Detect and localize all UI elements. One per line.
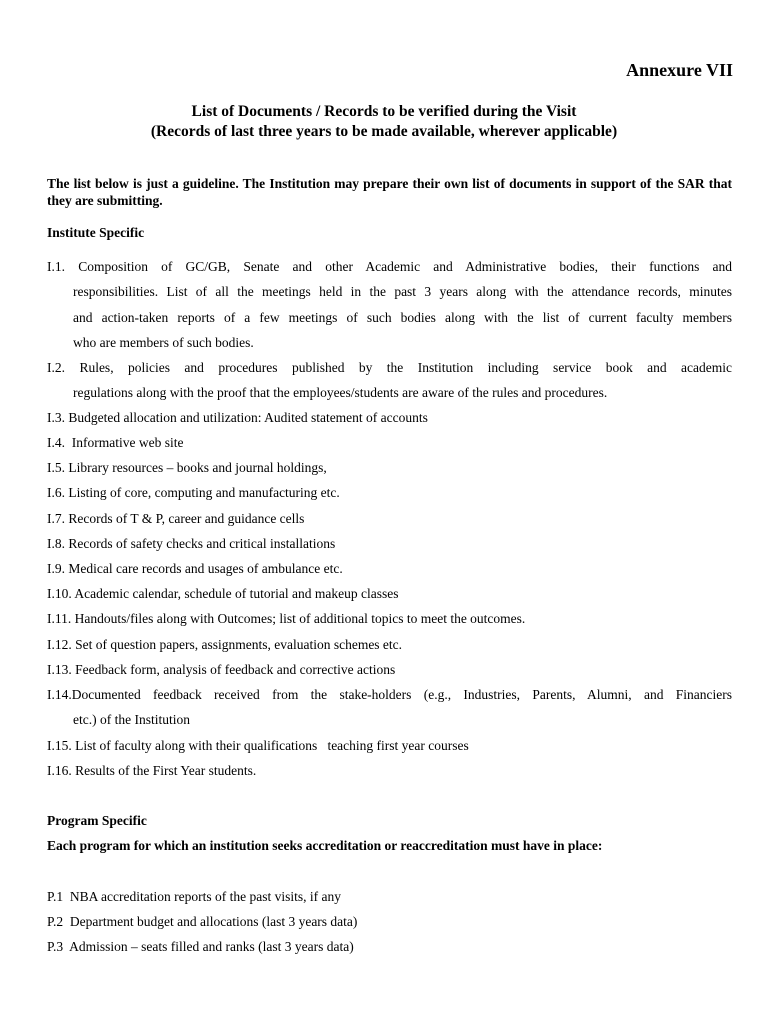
item-text: Admission – seats filled and ranks (last 3 years data) [69, 939, 354, 954]
item-text: Documented feedback received from the stake-holders (e.g., Industries, Parents, Alumni, and Financiers [71, 687, 732, 702]
item-number: I.1. [47, 259, 65, 274]
item-text: Results of the First Year students. [75, 763, 257, 778]
item-text: who are members of such bodies. [73, 334, 254, 350]
list-item [47, 355, 732, 406]
item-number: I.8. [47, 536, 65, 551]
item-text: List of faculty along with their qualifications teaching first year courses [75, 738, 469, 753]
item-number: P.3 [47, 939, 64, 954]
item-text: Set of question papers, assignments, evaluation schemes etc. [75, 637, 403, 652]
program-intro: Each program for which an institution seeks accreditation or reaccreditation must have in place: [47, 838, 603, 853]
list-item [47, 556, 732, 581]
item-number: P.2 [47, 914, 64, 929]
list-item [47, 531, 732, 556]
item-number: I.7. [47, 511, 65, 526]
item-text: Budgeted allocation and utilization: Audited statement of accounts [68, 410, 428, 425]
item-number: I.16. [47, 763, 72, 778]
item-text: NBA accreditation reports of the past visits, if any [69, 889, 341, 904]
list-item [47, 934, 732, 959]
item-text: responsibilities. List of all the meetings held in the past 3 years along with the attendance records, minutes [73, 284, 732, 300]
item-text: etc.) of the Institution [73, 712, 190, 728]
title-line-2: (Records of last three years to be made available, wherever applicable) [150, 123, 618, 140]
program-specific-heading: Program Specific [47, 813, 147, 828]
list-item [47, 657, 732, 682]
item-text: Department budget and allocations (last 3 years data) [69, 914, 358, 929]
list-item [47, 606, 732, 631]
item-text: Library resources – books and journal holdings, [68, 460, 327, 475]
intro-paragraph: The list below is just a guideline. The Institution may prepare their own list of documents in support of the SAR that they are submitting. [47, 176, 732, 208]
title-line-1: List of Documents / Records to be verified during the Visit [191, 103, 577, 120]
list-item [47, 884, 732, 909]
item-number: I.6. [47, 485, 65, 500]
item-text: Handouts/files along with Outcomes; list of additional topics to meet the outcomes. [74, 611, 526, 626]
item-text: Informative web site [68, 435, 184, 450]
item-text: Records of T & P, career and guidance cells [68, 511, 305, 526]
list-item [47, 480, 732, 505]
item-number: P.1 [47, 889, 64, 904]
list-item [47, 254, 732, 355]
list-item [47, 632, 732, 657]
list-item [47, 405, 732, 430]
list-item [47, 733, 732, 758]
item-text: and action-taken reports of a few meetings of such bodies along with the list of current faculty members [73, 309, 732, 325]
item-text: Listing of core, computing and manufacturing etc. [68, 485, 340, 500]
item-text: Records of safety checks and critical installations [68, 536, 336, 551]
item-number: I.5. [47, 460, 65, 475]
item-number: I.12. [47, 637, 72, 652]
item-number: I.11. [47, 611, 72, 626]
list-item [47, 581, 732, 606]
item-number: I.2. [47, 360, 65, 375]
item-number: I.13. [47, 662, 72, 677]
item-number: I.10. [47, 586, 72, 601]
item-text: Academic calendar, schedule of tutorial and makeup classes [74, 586, 399, 601]
item-number: I.15. [47, 738, 72, 753]
item-number: I.3. [47, 410, 65, 425]
institute-specific-heading: Institute Specific [47, 225, 145, 240]
item-text: regulations along with the proof that the employees/students are aware of the rules and procedures. [73, 385, 608, 401]
item-text: Medical care records and usages of ambulance etc. [68, 561, 343, 576]
list-item [47, 455, 732, 480]
list-item [47, 682, 732, 733]
item-number: I.14. [47, 687, 72, 702]
list-item [47, 430, 732, 455]
item-number: I.9. [47, 561, 65, 576]
list-item [47, 909, 732, 934]
item-text: Composition of GC/GB, Senate and other Academic and Administrative bodies, their functions and [78, 259, 732, 274]
item-text: Feedback form, analysis of feedback and corrective actions [75, 662, 396, 677]
annexure-label: Annexure VII [626, 60, 733, 80]
list-item [47, 758, 732, 783]
item-number: I.4. [47, 435, 65, 450]
item-text: Rules, policies and procedures published by the Institution including service book and academic [79, 360, 733, 375]
list-item [47, 506, 732, 531]
